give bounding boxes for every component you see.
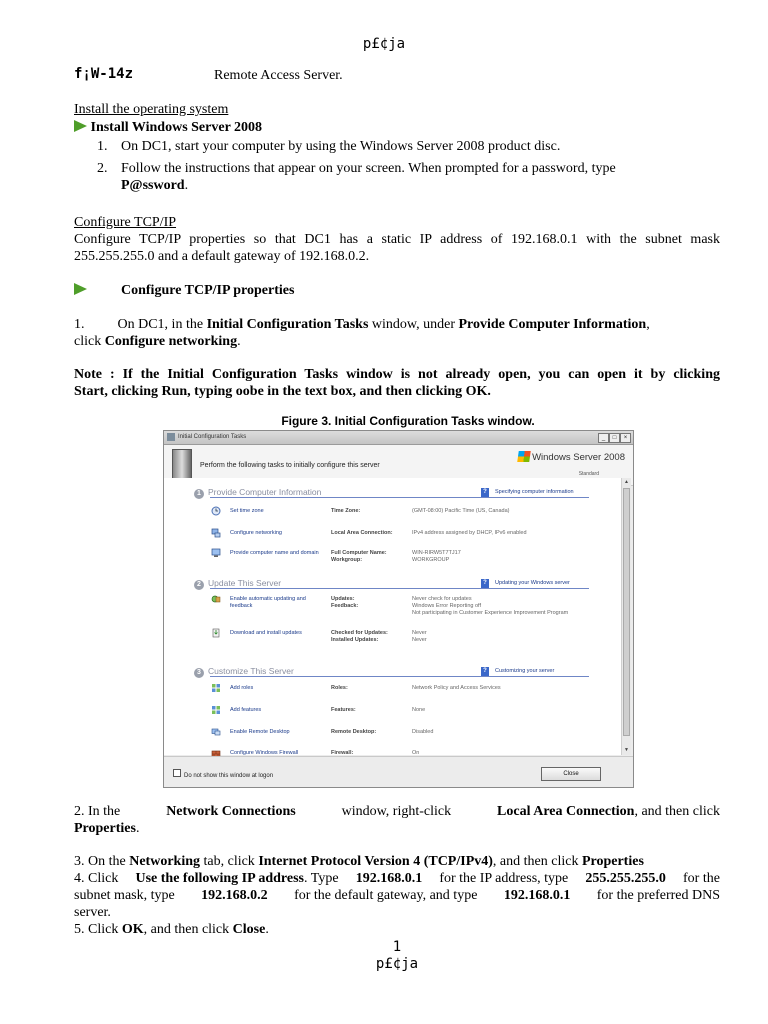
tcpip-procedure-title: Configure TCP/IP properties: [121, 283, 295, 298]
initial-configuration-window: [163, 430, 634, 788]
step2-paragraph: 2. In the Network Connections window, right-click Local Area Connection, and then click Properties.: [74, 804, 720, 836]
close-icon[interactable]: ×: [620, 433, 631, 443]
window-titlebar: [164, 431, 633, 445]
install-step2-num: 2.: [97, 161, 108, 176]
password-value: P@ssword: [121, 178, 185, 193]
install-section-title: Install the operating system: [74, 102, 229, 117]
maximize-icon[interactable]: □: [609, 433, 620, 443]
procedure-arrow-icon: [74, 283, 87, 295]
scroll-thumb[interactable]: [623, 488, 630, 736]
tcpip-intro-line2: 255.255.255.0 and a default gateway of 192.168.0.2.: [74, 249, 370, 264]
step4-paragraph: 4. Click Use the following IP address. Type 192.168.0.1 for the IP address, type 255.255.255.0 for the subnet mask, type 192.168.0.2 for the default gateway, and type 192.168.0.1 for the preferred DNS server.: [74, 871, 720, 920]
help-link-3[interactable]: ? Customizing your server: [481, 663, 554, 680]
computer-icon: [211, 548, 221, 558]
banner-text: Perform the following tasks to initially configure this server: [200, 462, 380, 469]
page-number: 1: [392, 939, 402, 955]
update-icon: [211, 594, 221, 604]
doc-code: f¡W-14z: [74, 66, 134, 82]
windows-server-logo: Windows Server 2008 Standard: [518, 449, 625, 483]
help-icon: ?: [481, 579, 489, 588]
install-procedure-title: Install Windows Server 2008: [90, 120, 263, 135]
remote-desktop-icon: [211, 727, 221, 737]
features-icon: [211, 705, 221, 715]
roles-icon: [211, 683, 221, 693]
windows-flag-icon: [517, 451, 531, 462]
clock-icon: [211, 506, 221, 516]
window-title: Initial Configuration Tasks: [178, 434, 247, 440]
vertical-scrollbar[interactable]: [621, 478, 631, 755]
section-header-3: 3 Customize This Server: [194, 663, 294, 680]
help-link-2[interactable]: ? Updating your Windows server: [481, 575, 570, 592]
server-icon: [172, 449, 192, 481]
procedure-arrow-icon: [74, 120, 87, 132]
window-app-icon: [167, 433, 175, 441]
network-icon: [211, 528, 221, 538]
install-procedure: [74, 119, 262, 136]
step5-paragraph: 5. Click OK, and then click Close.: [74, 922, 269, 937]
close-button[interactable]: Close: [541, 767, 601, 781]
figure-caption: Figure 3. Initial Configuration Tasks window.: [281, 414, 535, 428]
help-icon: ?: [481, 667, 489, 676]
install-step2-password: P@ssword.: [121, 178, 189, 193]
help-icon: ?: [481, 488, 489, 497]
section-header-2: 2 Update This Server: [194, 575, 281, 592]
download-icon: [211, 628, 221, 638]
note-line2: Start, clicking Run, typing oobe in the text box, and then clicking OK.: [74, 384, 491, 399]
help-link-1[interactable]: ? Specifying computer information: [481, 484, 574, 501]
dont-show-checkbox[interactable]: [173, 769, 181, 777]
step3-paragraph: 3. On the Networking tab, click Internet Protocol Version 4 (TCP/IPv4), and then click Properties: [74, 854, 644, 869]
tcpip-step1: 1. On DC1, in the Initial Configuration Tasks window, under Provide Computer Information, click Configure networking.: [74, 317, 650, 349]
tcpip-section-title: Configure TCP/IP: [74, 215, 177, 230]
page-footer: p£¢ja: [375, 956, 419, 972]
doc-title: Remote Access Server.: [214, 68, 343, 83]
install-step2: Follow the instructions that appear on your screen. When prompted for a password, type: [121, 161, 616, 176]
tasks-content: 1 Provide Computer Information ? Specifying computer information Set time zone Time Zone: (GMT-08:00) Pacific Time (US, Canada) Configure networking Local Area Connection: IPv4 address assigned by DHCP, IPv6 enabled Provide computer name and domain Full Computer Name: Workgroup: WIN-RIRW5T7TJ17 WORKGROUP 2 Update This Server ? Updating your Windows server Enable automatic updating and feedback Updates: Feedback: Never check for updates Windows Error Reporting off Not participating in Customer Experience Improvement Program Download and install updates Checked for Updates: Installed Updates: Never Never 3 Customize This Server ? Customizing your server Add roles Roles: Network Policy and Access Services Add features Features: None Enable Remote Desktop Remote Desktop: Disabled Configure Windows Firewall Firewall: On: [164, 478, 623, 755]
section-header-1: 1 Provide Computer Information: [194, 484, 321, 501]
scroll-down-icon[interactable]: ▼: [624, 747, 629, 753]
window-footer: [164, 756, 633, 788]
tcpip-procedure: [74, 282, 87, 299]
minimize-icon[interactable]: _: [598, 433, 609, 443]
dont-show-label: Do not show this window at logon: [184, 773, 274, 779]
page-header: p£¢ja: [362, 36, 406, 52]
note-line1: Note : If the Initial Configuration Tasks window is not already open, you can open it by clicking: [74, 367, 720, 382]
scroll-up-icon[interactable]: ▲: [624, 479, 629, 485]
tcpip-intro-line1: Configure TCP/IP properties so that DC1 has a static IP address of 192.168.0.1 with the subnet mask: [74, 232, 720, 247]
install-step1: On DC1, start your computer by using the Windows Server 2008 product disc.: [121, 139, 561, 154]
install-step1-num: 1.: [97, 139, 108, 154]
